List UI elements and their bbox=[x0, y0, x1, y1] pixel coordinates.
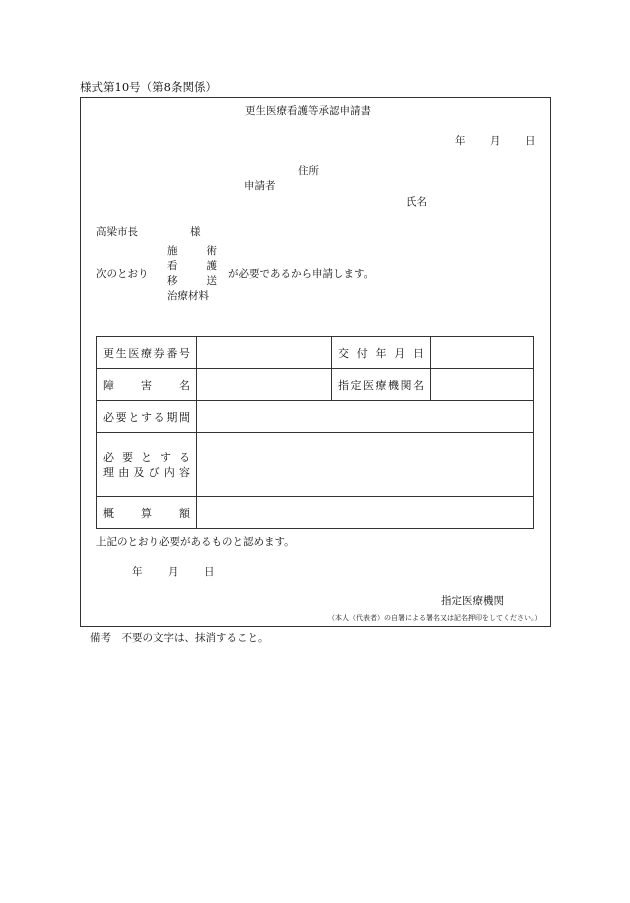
form-number: 様式第10号（第8条関係） bbox=[80, 80, 217, 94]
request-item-treatment bbox=[167, 245, 217, 258]
medical-ticket-number-label: 更生医療券番号 bbox=[103, 346, 190, 360]
designated-institution-field[interactable] bbox=[431, 369, 534, 401]
table-label-cell bbox=[97, 401, 197, 433]
table-label-cell bbox=[97, 369, 197, 401]
date-day-label: 日 bbox=[525, 135, 536, 147]
request-item-char: 移 bbox=[167, 275, 178, 287]
approval-day-label: 日 bbox=[204, 566, 215, 578]
table-label-cell bbox=[332, 369, 431, 401]
institution-label: 指定医療機関 bbox=[441, 595, 504, 607]
disability-name-label: 障害名 bbox=[103, 378, 190, 392]
table-row bbox=[97, 369, 534, 401]
signature-note: （本人（代表者）の自署による署名又は記名押印をしてください。） bbox=[328, 614, 542, 622]
table-row bbox=[97, 497, 534, 529]
request-item-char: 護 bbox=[206, 260, 217, 272]
table-label-cell bbox=[97, 497, 197, 529]
issue-date-field[interactable] bbox=[431, 337, 534, 369]
request-item-char: 看 bbox=[167, 260, 178, 272]
request-item-char: 送 bbox=[206, 275, 217, 287]
date-month-label: 月 bbox=[490, 135, 501, 147]
table-label-cell bbox=[97, 337, 197, 369]
approval-year-label: 年 bbox=[132, 566, 143, 578]
estimated-amount-field[interactable] bbox=[197, 497, 534, 529]
approval-month-label: 月 bbox=[168, 566, 179, 578]
approval-statement: 上記のとおり必要があるものと認めます。 bbox=[96, 536, 295, 548]
applicant-label: 申請者 bbox=[244, 180, 276, 192]
estimated-amount-label: 概算額 bbox=[103, 506, 190, 520]
address-label: 住所 bbox=[298, 165, 319, 177]
medical-ticket-number-field[interactable] bbox=[197, 337, 332, 369]
table-label-cell bbox=[332, 337, 431, 369]
request-item-materials: 治療材料 bbox=[167, 290, 209, 302]
application-table bbox=[96, 336, 534, 529]
reason-field[interactable] bbox=[197, 433, 534, 497]
addressee-name: 高梁市長 bbox=[96, 226, 138, 238]
request-item-transport bbox=[167, 275, 217, 288]
issue-date-label: 交付年月日 bbox=[338, 346, 424, 360]
request-tail: が必要であるから申請します。 bbox=[228, 268, 375, 280]
request-item-nursing bbox=[167, 260, 217, 273]
designated-institution-label: 指定医療機関名 bbox=[338, 378, 424, 392]
table-row bbox=[97, 401, 534, 433]
table-row bbox=[97, 433, 534, 497]
reason-label-line1: 必要とする bbox=[103, 450, 190, 464]
addressee-honorific: 様 bbox=[190, 226, 201, 238]
remarks: 備考 不要の文字は、抹消すること。 bbox=[90, 632, 269, 644]
name-label: 氏名 bbox=[406, 196, 427, 208]
reason-label-line2: 理由及び内容 bbox=[103, 465, 190, 479]
request-lead: 次のとおり bbox=[96, 268, 149, 280]
required-period-field[interactable] bbox=[197, 401, 534, 433]
required-period-label: 必要とする期間 bbox=[103, 410, 190, 424]
form-title: 更生医療看護等承認申請書 bbox=[245, 105, 371, 117]
table-row bbox=[97, 337, 534, 369]
request-item-char: 術 bbox=[206, 245, 217, 257]
table-label-cell bbox=[97, 433, 197, 497]
request-item-char: 施 bbox=[167, 245, 178, 257]
disability-name-field[interactable] bbox=[197, 369, 332, 401]
date-year-label: 年 bbox=[455, 135, 466, 147]
